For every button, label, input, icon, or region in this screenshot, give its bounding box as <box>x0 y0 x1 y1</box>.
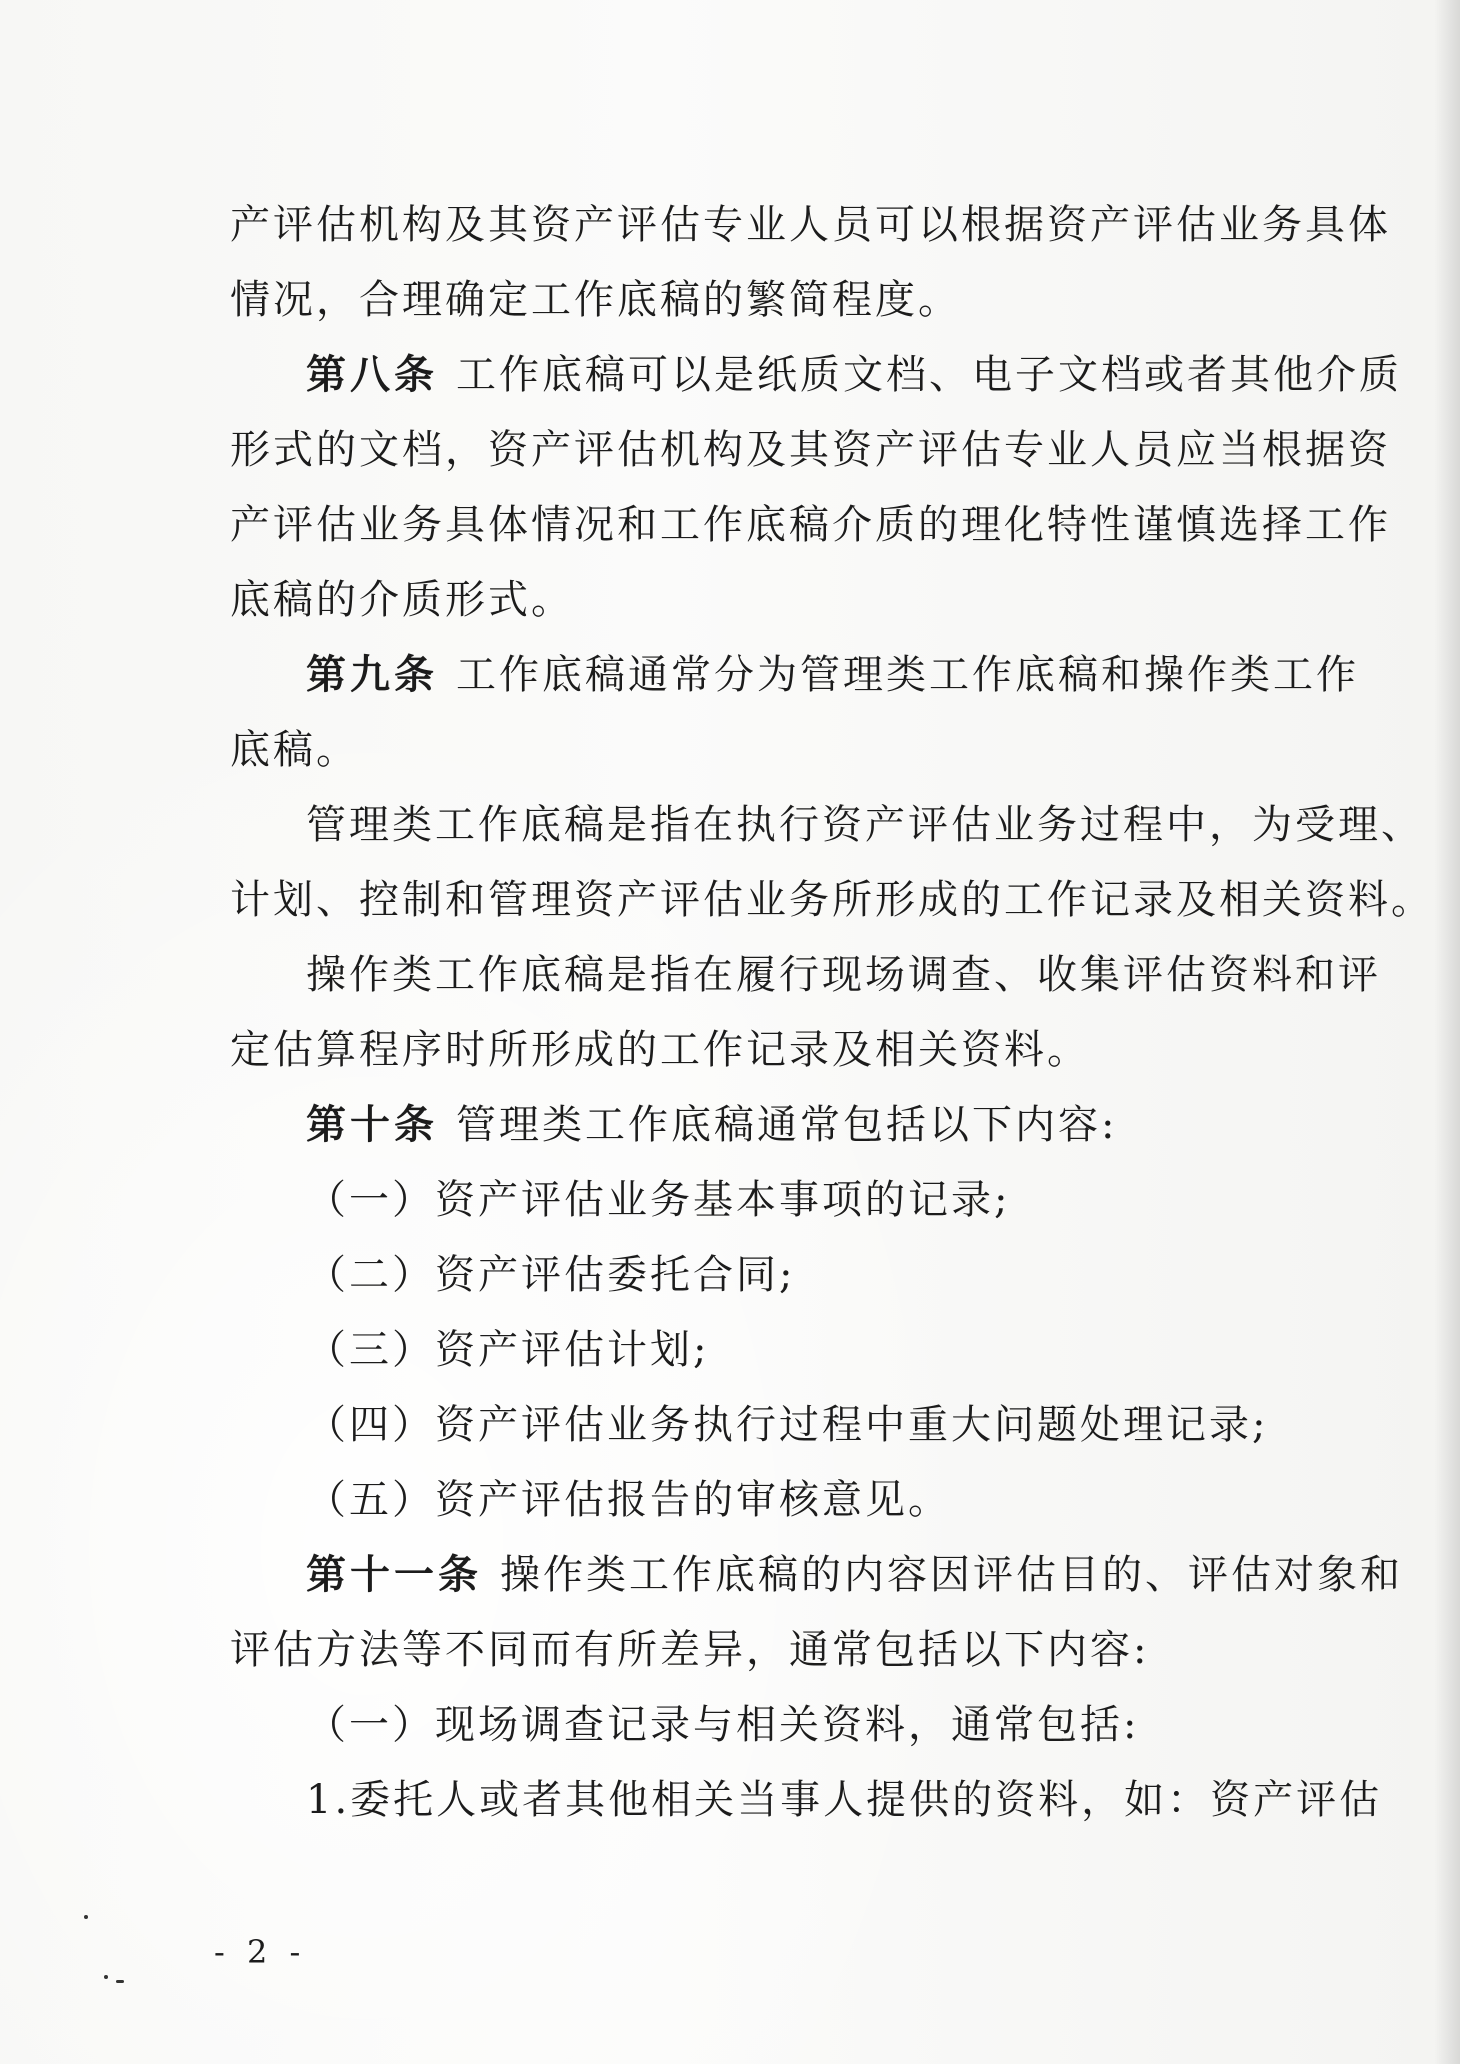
article-number: 第八条 <box>306 351 438 398</box>
line-text: 计划、控制和管理资产评估业务所形成的工作记录及相关资料。 <box>230 877 1434 923</box>
line-text: 管理类工作底稿通常包括以下内容: <box>456 1102 1118 1148</box>
line-text: 产评估机构及其资产评估专业人员可以根据资产评估业务具体 <box>230 202 1391 248</box>
line-text: （一）资产评估业务基本事项的记录; <box>306 1177 1011 1223</box>
line-text: （一）现场调查记录与相关资料，通常包括: <box>306 1702 1140 1748</box>
line-text: （四）资产评估业务执行过程中重大问题处理记录; <box>306 1402 1269 1448</box>
text-line <box>230 1025 1230 1100</box>
text-line <box>230 950 1381 1025</box>
list-item <box>230 1700 1230 1775</box>
line-text: 操作类工作底稿的内容因评估目的、评估对象和 <box>500 1552 1403 1598</box>
list-item <box>230 1250 1230 1325</box>
text-line <box>230 1625 1230 1700</box>
line-text: （五）资产评估报告的审核意见。 <box>306 1477 951 1523</box>
list-item <box>230 1400 1269 1475</box>
article-10-line <box>230 1100 1230 1175</box>
text-line <box>230 875 1434 950</box>
line-text: （二）资产评估委托合同; <box>306 1252 796 1298</box>
scan-speck-icon <box>84 1915 88 1919</box>
text-line <box>230 500 1391 575</box>
text-line <box>230 275 1230 350</box>
article-11-line <box>230 1550 1403 1625</box>
scan-speck-icon <box>104 1975 108 1979</box>
line-text: 情况，合理确定工作底稿的繁简程度。 <box>230 277 961 323</box>
text-line <box>230 200 1391 275</box>
line-text: 1.委托人或者其他相关当事人提供的资料，如：资产评估 <box>306 1777 1383 1823</box>
article-9-line <box>230 650 1359 725</box>
line-text: 定估算程序时所形成的工作记录及相关资料。 <box>230 1027 1090 1073</box>
article-number: 第十条 <box>306 1101 438 1148</box>
article-number: 第十一条 <box>306 1551 482 1598</box>
list-item <box>230 1325 1230 1400</box>
line-text: 形式的文档，资产评估机构及其资产评估专业人员应当根据资 <box>230 427 1391 473</box>
article-8-line <box>230 350 1402 425</box>
line-text: 底稿的介质形式。 <box>230 577 574 623</box>
text-line <box>230 800 1424 875</box>
list-item <box>230 1775 1383 1850</box>
line-text: 工作底稿可以是纸质文档、电子文档或者其他介质 <box>456 352 1402 398</box>
document-body <box>230 200 1434 1850</box>
line-text: 工作底稿通常分为管理类工作底稿和操作类工作 <box>456 652 1359 698</box>
text-line <box>230 575 1230 650</box>
article-number: 第九条 <box>306 651 438 698</box>
line-text: （三）资产评估计划; <box>306 1327 710 1373</box>
line-text: 底稿。 <box>230 727 359 773</box>
list-item <box>230 1475 1230 1550</box>
page-number: - 2 - <box>214 1933 307 1971</box>
text-line <box>230 425 1391 500</box>
line-text: 评估方法等不同而有所差异，通常包括以下内容: <box>230 1627 1150 1673</box>
scan-speck-icon <box>116 1980 124 1983</box>
line-text: 管理类工作底稿是指在执行资产评估业务过程中，为受理、 <box>306 802 1424 848</box>
line-text: 操作类工作底稿是指在履行现场调查、收集评估资料和评 <box>306 952 1381 998</box>
line-text: 产评估业务具体情况和工作底稿介质的理化特性谨慎选择工作 <box>230 502 1391 548</box>
list-item <box>230 1175 1230 1250</box>
text-line <box>230 725 1230 800</box>
